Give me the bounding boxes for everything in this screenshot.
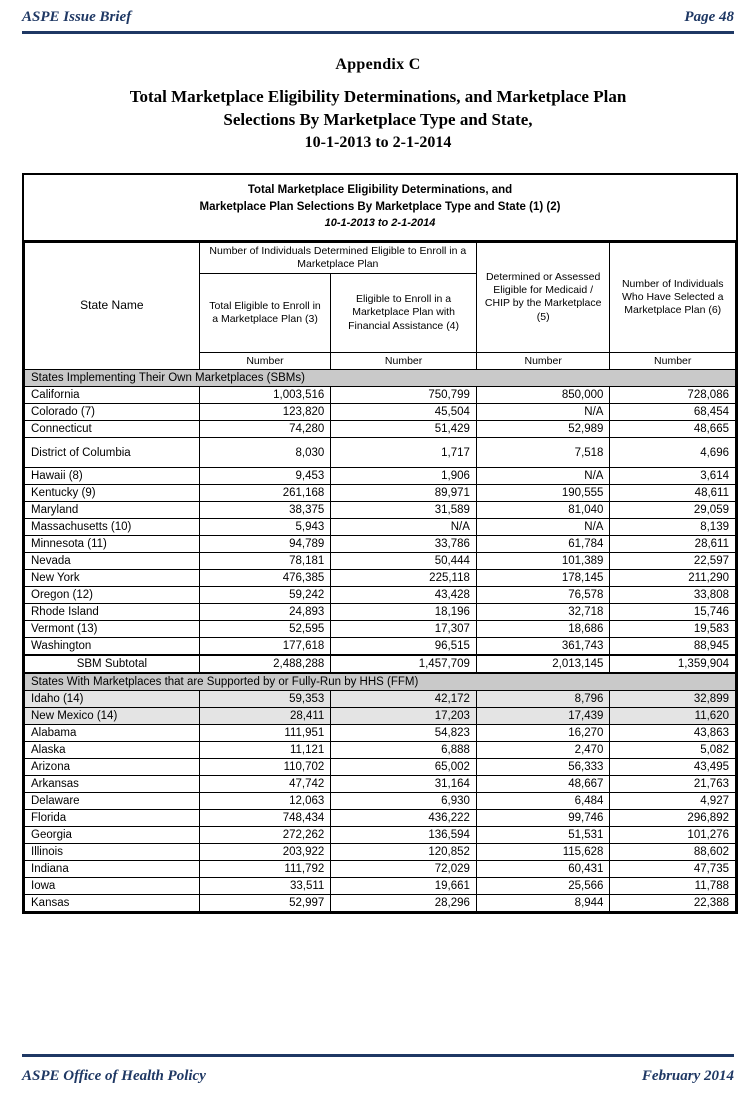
cell-total-eligible: 12,063	[199, 793, 331, 810]
cell-state-name: New York	[25, 570, 200, 587]
table-row	[25, 519, 736, 536]
header-row-group	[25, 242, 736, 273]
cell-medicaid-chip: 17,439	[476, 708, 610, 725]
cell-medicaid-chip: 7,518	[476, 438, 610, 468]
table-row	[25, 438, 736, 468]
table-subtotal-row	[25, 655, 736, 673]
cell-financial-assistance: 65,002	[331, 759, 477, 776]
table-row	[25, 570, 736, 587]
cell-medicaid-chip: 850,000	[476, 387, 610, 404]
table-row	[25, 776, 736, 793]
cell-state-name: District of Columbia	[25, 438, 200, 468]
table-row	[25, 810, 736, 827]
table-section-title: States With Marketplaces that are Supported by or Fully-Run by HHS (FFM)	[25, 673, 736, 691]
cell-subtotal-selected: 1,359,904	[610, 655, 736, 673]
cell-selected-plan: 88,945	[610, 638, 736, 656]
table-row	[25, 708, 736, 725]
table-section-row	[25, 370, 736, 387]
cell-total-eligible: 59,242	[199, 587, 331, 604]
footer-left: ASPE Office of Health Policy	[22, 1068, 206, 1084]
cell-financial-assistance: 31,589	[331, 502, 477, 519]
cell-medicaid-chip: 16,270	[476, 725, 610, 742]
cell-total-eligible: 111,951	[199, 725, 331, 742]
cell-total-eligible: 748,434	[199, 810, 331, 827]
cell-financial-assistance: 31,164	[331, 776, 477, 793]
table-row	[25, 861, 736, 878]
cell-total-eligible: 78,181	[199, 553, 331, 570]
cell-medicaid-chip: 61,784	[476, 536, 610, 553]
table-banner	[24, 175, 736, 241]
cell-total-eligible: 11,121	[199, 742, 331, 759]
cell-total-eligible: 272,262	[199, 827, 331, 844]
cell-total-eligible: 9,453	[199, 468, 331, 485]
table-row	[25, 502, 736, 519]
cell-financial-assistance: 96,515	[331, 638, 477, 656]
cell-state-name: Arkansas	[25, 776, 200, 793]
table-row	[25, 404, 736, 421]
cell-selected-plan: 5,082	[610, 742, 736, 759]
table-row	[25, 895, 736, 912]
cell-selected-plan: 211,290	[610, 570, 736, 587]
cell-state-name: Alaska	[25, 742, 200, 759]
cell-medicaid-chip: 48,667	[476, 776, 610, 793]
table-row	[25, 485, 736, 502]
table-row	[25, 621, 736, 638]
col-header-selected-plan: Number of Individuals Who Have Selected a Marketplace Plan (6)	[610, 242, 736, 352]
cell-financial-assistance: 50,444	[331, 553, 477, 570]
cell-selected-plan: 11,788	[610, 878, 736, 895]
col-header-financial-assistance: Eligible to Enroll in a Marketplace Plan with Financial Assistance (4)	[331, 274, 477, 353]
cell-selected-plan: 19,583	[610, 621, 736, 638]
table-row	[25, 553, 736, 570]
table-row	[25, 793, 736, 810]
cell-medicaid-chip: 178,145	[476, 570, 610, 587]
cell-financial-assistance: 19,661	[331, 878, 477, 895]
cell-total-eligible: 111,792	[199, 861, 331, 878]
cell-selected-plan: 8,139	[610, 519, 736, 536]
running-head	[22, 0, 734, 26]
cell-total-eligible: 94,789	[199, 536, 331, 553]
table-row	[25, 421, 736, 438]
cell-selected-plan: 22,388	[610, 895, 736, 912]
cell-medicaid-chip: 8,944	[476, 895, 610, 912]
cell-financial-assistance: 1,717	[331, 438, 477, 468]
col-units-selected-plan: Number	[610, 353, 736, 370]
table-row	[25, 604, 736, 621]
cell-selected-plan: 32,899	[610, 691, 736, 708]
running-head-left: ASPE Issue Brief	[22, 9, 132, 25]
cell-total-eligible: 28,411	[199, 708, 331, 725]
cell-selected-plan: 47,735	[610, 861, 736, 878]
cell-selected-plan: 728,086	[610, 387, 736, 404]
table-body	[25, 370, 736, 912]
table-row	[25, 827, 736, 844]
table-row	[25, 691, 736, 708]
cell-total-eligible: 52,997	[199, 895, 331, 912]
cell-selected-plan: 296,892	[610, 810, 736, 827]
col-header-state-name: State Name	[25, 242, 200, 369]
table-row	[25, 468, 736, 485]
cell-state-name: Rhode Island	[25, 604, 200, 621]
cell-medicaid-chip: N/A	[476, 404, 610, 421]
cell-medicaid-chip: N/A	[476, 468, 610, 485]
table-row	[25, 725, 736, 742]
cell-selected-plan: 21,763	[610, 776, 736, 793]
cell-selected-plan: 33,808	[610, 587, 736, 604]
cell-total-eligible: 8,030	[199, 438, 331, 468]
cell-financial-assistance: 54,823	[331, 725, 477, 742]
cell-medicaid-chip: 25,566	[476, 878, 610, 895]
col-units-financial-assistance: Number	[331, 353, 477, 370]
cell-state-name: Vermont (13)	[25, 621, 200, 638]
cell-selected-plan: 29,059	[610, 502, 736, 519]
page-title-line2: Selections By Marketplace Type and State,	[223, 109, 533, 129]
cell-financial-assistance: 45,504	[331, 404, 477, 421]
cell-total-eligible: 5,943	[199, 519, 331, 536]
cell-state-name: New Mexico (14)	[25, 708, 200, 725]
cell-total-eligible: 38,375	[199, 502, 331, 519]
table-row	[25, 844, 736, 861]
cell-total-eligible: 59,353	[199, 691, 331, 708]
cell-financial-assistance: 436,222	[331, 810, 477, 827]
cell-financial-assistance: 6,888	[331, 742, 477, 759]
cell-financial-assistance: 28,296	[331, 895, 477, 912]
cell-subtotal-medicaid: 2,013,145	[476, 655, 610, 673]
header-rule	[22, 31, 734, 34]
cell-state-name: Arizona	[25, 759, 200, 776]
cell-financial-assistance: 136,594	[331, 827, 477, 844]
data-table-container	[22, 173, 738, 914]
cell-subtotal-label: SBM Subtotal	[25, 655, 200, 673]
cell-selected-plan: 101,276	[610, 827, 736, 844]
col-header-total-eligible: Total Eligible to Enroll in a Marketplace Plan (3)	[199, 274, 331, 353]
table-row	[25, 878, 736, 895]
cell-state-name: Connecticut	[25, 421, 200, 438]
cell-state-name: Washington	[25, 638, 200, 656]
cell-state-name: Kansas	[25, 895, 200, 912]
table-banner-line2: Marketplace Plan Selections By Marketplace Type and State (1) (2)	[199, 201, 561, 214]
cell-state-name: Maryland	[25, 502, 200, 519]
table-row	[25, 742, 736, 759]
cell-total-eligible: 52,595	[199, 621, 331, 638]
cell-total-eligible: 177,618	[199, 638, 331, 656]
cell-financial-assistance: N/A	[331, 519, 477, 536]
cell-medicaid-chip: 6,484	[476, 793, 610, 810]
cell-selected-plan: 4,927	[610, 793, 736, 810]
col-units-total-eligible: Number	[199, 353, 331, 370]
cell-medicaid-chip: 18,686	[476, 621, 610, 638]
cell-total-eligible: 74,280	[199, 421, 331, 438]
table-head	[25, 242, 736, 369]
cell-financial-assistance: 17,203	[331, 708, 477, 725]
page-title-line3: 10-1-2013 to 2-1-2014	[304, 133, 452, 151]
cell-selected-plan: 68,454	[610, 404, 736, 421]
cell-state-name: Georgia	[25, 827, 200, 844]
cell-state-name: Massachusetts (10)	[25, 519, 200, 536]
table-row	[25, 536, 736, 553]
cell-selected-plan: 48,611	[610, 485, 736, 502]
cell-selected-plan: 4,696	[610, 438, 736, 468]
cell-medicaid-chip: 32,718	[476, 604, 610, 621]
cell-state-name: Minnesota (11)	[25, 536, 200, 553]
cell-medicaid-chip: 76,578	[476, 587, 610, 604]
cell-selected-plan: 28,611	[610, 536, 736, 553]
cell-state-name: Delaware	[25, 793, 200, 810]
cell-state-name: Illinois	[25, 844, 200, 861]
cell-selected-plan: 22,597	[610, 553, 736, 570]
cell-medicaid-chip: 361,743	[476, 638, 610, 656]
cell-total-eligible: 203,922	[199, 844, 331, 861]
cell-financial-assistance: 225,118	[331, 570, 477, 587]
cell-state-name: Indiana	[25, 861, 200, 878]
cell-medicaid-chip: 56,333	[476, 759, 610, 776]
table-section-title: States Implementing Their Own Marketplaces (SBMs)	[25, 370, 736, 387]
cell-state-name: Hawaii (8)	[25, 468, 200, 485]
cell-total-eligible: 261,168	[199, 485, 331, 502]
cell-medicaid-chip: 99,746	[476, 810, 610, 827]
cell-subtotal-total: 2,488,288	[199, 655, 331, 673]
cell-state-name: California	[25, 387, 200, 404]
table-section-row	[25, 673, 736, 691]
table-banner-line3: 10-1-2013 to 2-1-2014	[324, 216, 436, 229]
cell-total-eligible: 1,003,516	[199, 387, 331, 404]
cell-financial-assistance: 33,786	[331, 536, 477, 553]
cell-selected-plan: 3,614	[610, 468, 736, 485]
cell-state-name: Alabama	[25, 725, 200, 742]
cell-financial-assistance: 51,429	[331, 421, 477, 438]
cell-selected-plan: 11,620	[610, 708, 736, 725]
cell-financial-assistance: 89,971	[331, 485, 477, 502]
cell-financial-assistance: 17,307	[331, 621, 477, 638]
col-header-medicaid-chip: Determined or Assessed Eligible for Medicaid / CHIP by the Marketplace (5)	[476, 242, 610, 352]
cell-medicaid-chip: 52,989	[476, 421, 610, 438]
cell-state-name: Colorado (7)	[25, 404, 200, 421]
eligibility-table	[24, 242, 736, 912]
cell-medicaid-chip: 8,796	[476, 691, 610, 708]
cell-financial-assistance: 43,428	[331, 587, 477, 604]
cell-subtotal-financial: 1,457,709	[331, 655, 477, 673]
col-header-group-determined: Number of Individuals Determined Eligible to Enroll in a Marketplace Plan	[199, 242, 476, 273]
cell-total-eligible: 24,893	[199, 604, 331, 621]
cell-selected-plan: 48,665	[610, 421, 736, 438]
cell-state-name: Kentucky (9)	[25, 485, 200, 502]
footer	[22, 1068, 734, 1085]
cell-selected-plan: 15,746	[610, 604, 736, 621]
cell-financial-assistance: 18,196	[331, 604, 477, 621]
cell-financial-assistance: 42,172	[331, 691, 477, 708]
table-row	[25, 387, 736, 404]
cell-financial-assistance: 72,029	[331, 861, 477, 878]
cell-financial-assistance: 120,852	[331, 844, 477, 861]
cell-financial-assistance: 1,906	[331, 468, 477, 485]
page-title-line1: Total Marketplace Eligibility Determinations, and Marketplace Plan	[129, 87, 627, 106]
cell-medicaid-chip: 81,040	[476, 502, 610, 519]
cell-total-eligible: 110,702	[199, 759, 331, 776]
table-row	[25, 638, 736, 656]
cell-total-eligible: 33,511	[199, 878, 331, 895]
cell-state-name: Nevada	[25, 553, 200, 570]
cell-medicaid-chip: 190,555	[476, 485, 610, 502]
cell-state-name: Iowa	[25, 878, 200, 895]
cell-medicaid-chip: N/A	[476, 519, 610, 536]
cell-medicaid-chip: 101,389	[476, 553, 610, 570]
cell-medicaid-chip: 60,431	[476, 861, 610, 878]
cell-medicaid-chip: 51,531	[476, 827, 610, 844]
cell-total-eligible: 47,742	[199, 776, 331, 793]
cell-selected-plan: 43,863	[610, 725, 736, 742]
cell-financial-assistance: 6,930	[331, 793, 477, 810]
cell-selected-plan: 88,602	[610, 844, 736, 861]
cell-state-name: Oregon (12)	[25, 587, 200, 604]
cell-medicaid-chip: 2,470	[476, 742, 610, 759]
cell-state-name: Idaho (14)	[25, 691, 200, 708]
cell-selected-plan: 43,495	[610, 759, 736, 776]
cell-medicaid-chip: 115,628	[476, 844, 610, 861]
cell-state-name: Florida	[25, 810, 200, 827]
cell-total-eligible: 476,385	[199, 570, 331, 587]
table-row	[25, 587, 736, 604]
table-row	[25, 759, 736, 776]
page-title	[22, 86, 734, 153]
cell-total-eligible: 123,820	[199, 404, 331, 421]
table-banner-line1: Total Marketplace Eligibility Determinations, and	[247, 184, 513, 197]
footer-right: February 2014	[641, 1068, 734, 1084]
cell-financial-assistance: 750,799	[331, 387, 477, 404]
footer-rule	[22, 1054, 734, 1057]
col-units-medicaid-chip: Number	[476, 353, 610, 370]
page-number: Page 48	[684, 9, 734, 25]
appendix-label: Appendix C	[335, 56, 421, 73]
